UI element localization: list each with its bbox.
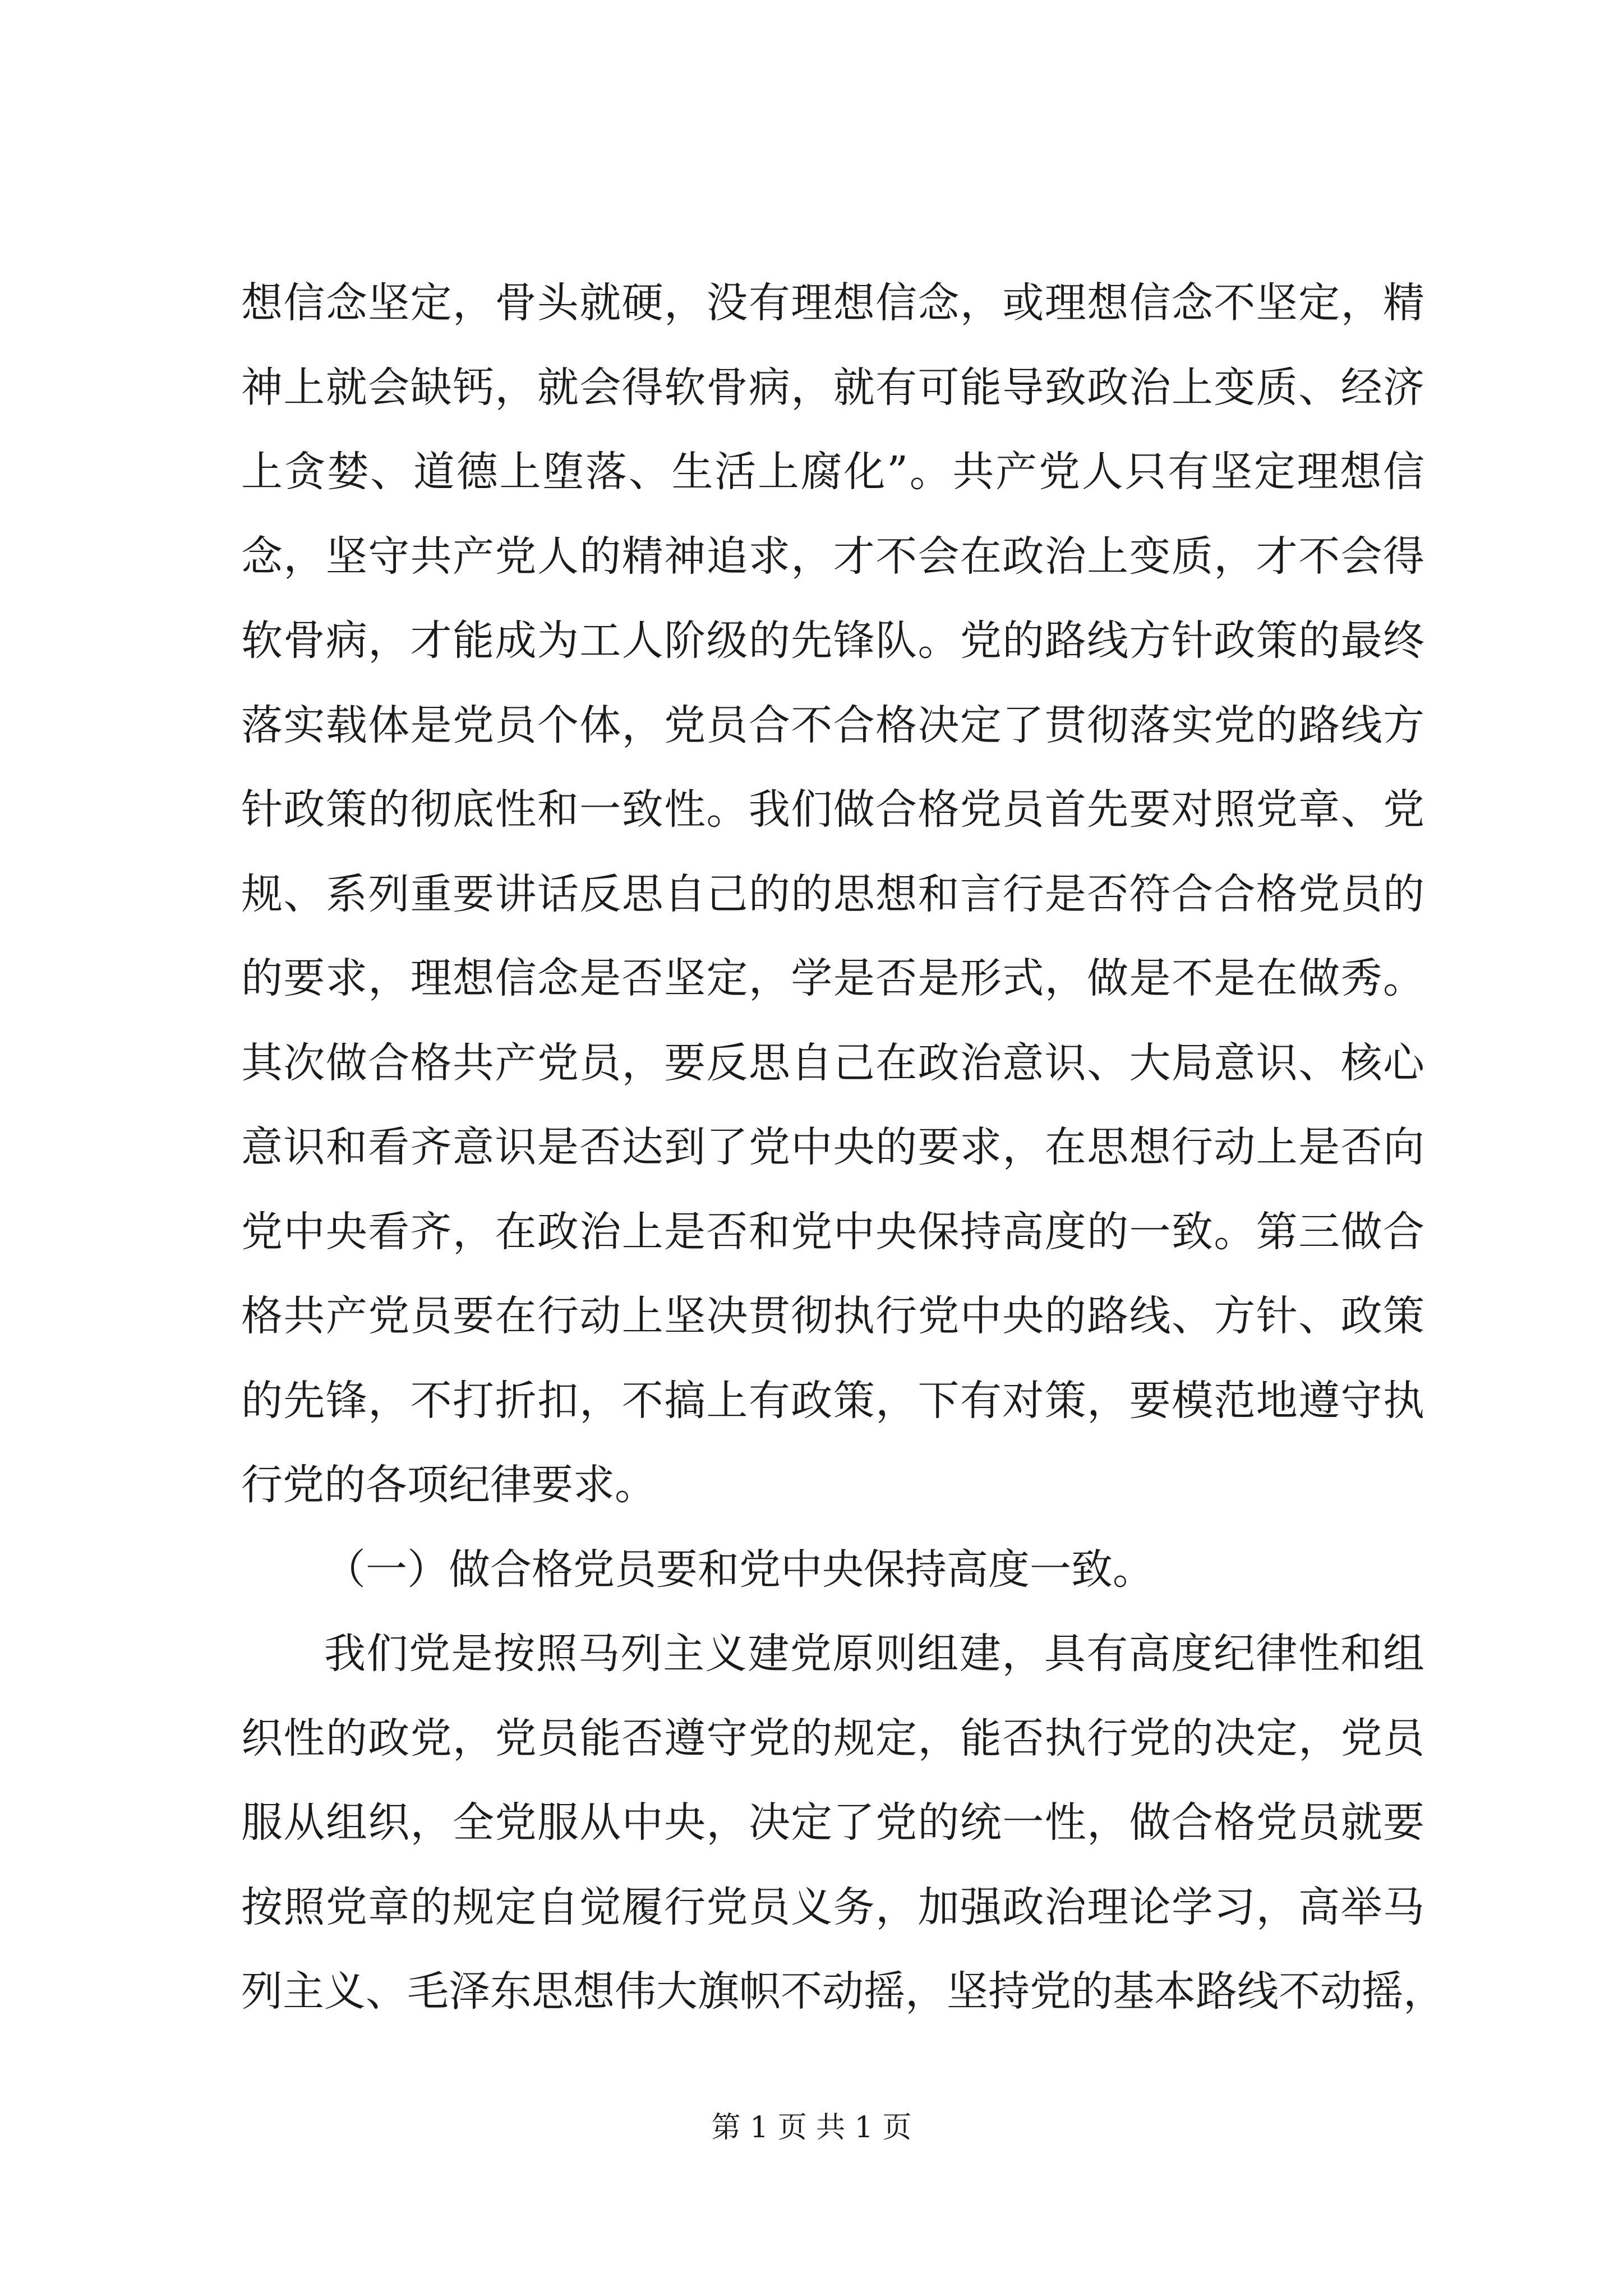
body-line: 的先锋，不打折扣，不搞上有政策，下有对策，要模范地遵守执 xyxy=(241,1376,1424,1425)
body-line: 软骨病，才能成为工人阶级的先锋队。党的路线方针政策的最终 xyxy=(241,616,1424,665)
document-body xyxy=(241,261,1445,2034)
body-line: 织性的政党，党员能否遵守党的规定，能否执行党的决定，党员 xyxy=(241,1714,1424,1763)
body-line: 按照党章的规定自觉履行党员义务，加强政治理论学习，高举马 xyxy=(241,1883,1424,1931)
body-line: 念，坚守共产党人的精神追求，才不会在政治上变质，才不会得 xyxy=(241,532,1424,581)
body-line: 针政策的彻底性和一致性。我们做合格党员首先要对照党章、党 xyxy=(241,785,1424,834)
body-line: 落实载体是党员个体，党员合不合格决定了贯彻落实党的路线方 xyxy=(241,701,1424,749)
body-line: 意识和看齐意识是否达到了党中央的要求，在思想行动上是否向 xyxy=(241,1123,1424,1171)
body-line: 其次做合格共产党员，要反思自己在政治意识、大局意识、核心 xyxy=(241,1038,1424,1087)
section-heading: （一）做合格党员要和党中央保持高度一致。 xyxy=(324,1545,1154,1594)
body-line: 我们党是按照马列主义建党原则组建，具有高度纪律性和组 xyxy=(324,1630,1424,1678)
body-line: 想信念坚定，骨头就硬，没有理想信念，或理想信念不坚定，精 xyxy=(241,279,1424,327)
body-line: 上贪婪、道德上堕落、生活上腐化”。共产党人只有坚定理想信 xyxy=(241,448,1424,496)
body-line: 列主义、毛泽东思想伟大旗帜不动摇，坚持党的基本路线不动摇， xyxy=(241,1967,1445,2016)
body-line: 神上就会缺钙，就会得软骨病，就有可能导致政治上变质、经济 xyxy=(241,363,1424,412)
body-line: 格共产党员要在行动上坚决贯彻执行党中央的路线、方针、政策 xyxy=(241,1292,1424,1340)
body-line: 党中央看齐，在政治上是否和党中央保持高度的一致。第三做合 xyxy=(241,1207,1424,1256)
page-number-footer: 第 1 页 共 1 页 xyxy=(711,2111,912,2145)
body-line: 规、系列重要讲话反思自己的的思想和言行是否符合合格党员的 xyxy=(241,869,1424,918)
body-line: 行党的各项纪律要求。 xyxy=(241,1461,656,1509)
body-line: 的要求，理想信念是否坚定，学是否是形式，做是不是在做秀。 xyxy=(241,954,1424,1002)
body-line: 服从组织，全党服从中央，决定了党的统一性，做合格党员就要 xyxy=(241,1798,1424,1847)
